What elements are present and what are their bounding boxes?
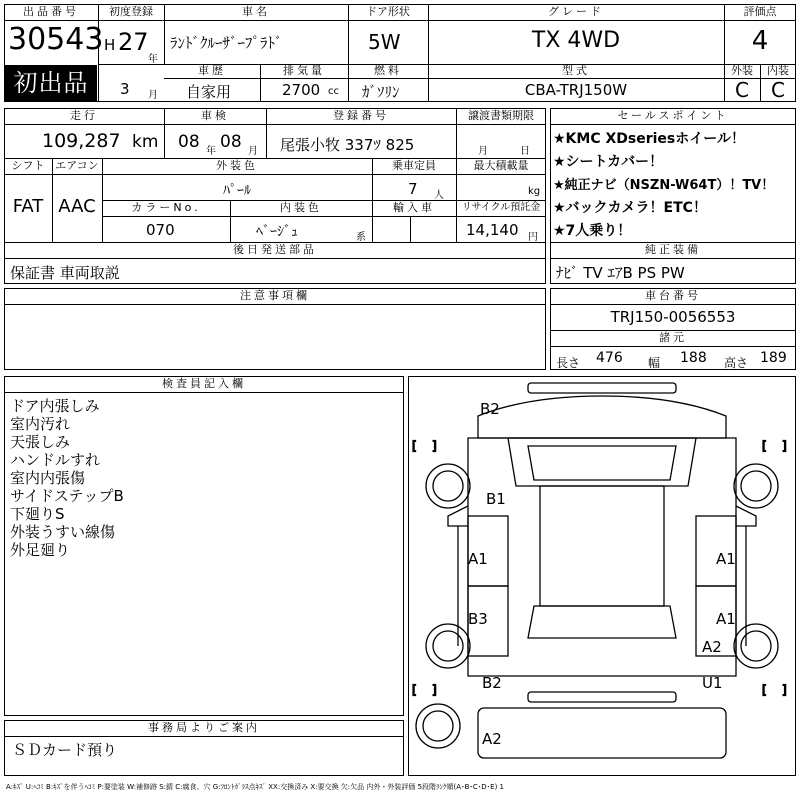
mileage: 109,287 bbox=[42, 130, 121, 152]
inspector-label: 検査員記入欄 bbox=[162, 377, 246, 390]
inspector-note: ハンドルすれ bbox=[10, 451, 101, 469]
damage-mark: A2 bbox=[482, 730, 502, 748]
inspection-month: 08 bbox=[220, 132, 242, 152]
notes-label: 注意事項欄 bbox=[240, 289, 310, 302]
inspector-note: 外装うすい線傷 bbox=[10, 523, 116, 541]
shift-label: シフト bbox=[11, 159, 45, 172]
sales-point-item: ★シートカバー！ bbox=[553, 154, 664, 170]
capacity: 7 bbox=[408, 180, 418, 198]
damage-mark: B3 bbox=[468, 610, 488, 628]
interior-grade-label: 内装 bbox=[767, 64, 789, 77]
inspection-year-unit: 年 bbox=[206, 146, 216, 157]
inspector-note: サイドステップB bbox=[10, 487, 124, 505]
delivery-parts: 保証書 車両取説 bbox=[10, 264, 120, 282]
lot-number: 30543 bbox=[8, 22, 104, 57]
svg-text:]: ] bbox=[782, 439, 787, 453]
score: 4 bbox=[751, 26, 769, 56]
recycle-deposit: 14,140 bbox=[466, 221, 519, 239]
color-number: 070 bbox=[146, 221, 175, 239]
inspector-note: 天張しみ bbox=[10, 433, 71, 451]
sales-point-item: ★KMC XDseriesホイール！ bbox=[553, 131, 745, 147]
shift: FAT bbox=[12, 196, 44, 217]
ac-label: エアコン bbox=[55, 159, 99, 172]
exterior-grade-label: 外装 bbox=[731, 64, 753, 77]
ac: AAC bbox=[58, 196, 96, 217]
inspector-note: ドア内張しみ bbox=[10, 397, 100, 415]
registration-month: 3 bbox=[120, 80, 130, 98]
svg-text:[: [ bbox=[762, 439, 767, 453]
displacement-unit: cc bbox=[328, 86, 339, 97]
import-label: 輸入車 bbox=[393, 201, 435, 214]
registration-year: 27 bbox=[118, 28, 149, 56]
month-unit: 月 bbox=[148, 90, 158, 101]
recycle-unit: 円 bbox=[528, 232, 538, 243]
grade: TX 4WD bbox=[531, 28, 621, 53]
exterior-color-label: 外装色 bbox=[216, 159, 258, 172]
color-number-label: カラーNo. bbox=[131, 201, 201, 214]
fuel: ｶﾞｿﾘﾝ bbox=[362, 83, 400, 101]
office-label: 事務局よりご案内 bbox=[148, 721, 260, 734]
capacity-unit: 人 bbox=[434, 190, 444, 201]
svg-text:]: ] bbox=[432, 439, 437, 453]
svg-text:[: [ bbox=[412, 439, 417, 453]
damage-mark: B2 bbox=[480, 400, 500, 418]
door-type: 5W bbox=[368, 30, 401, 54]
lot-number-label: 出品番号 bbox=[23, 5, 79, 18]
inspector-note: 室内内張傷 bbox=[10, 469, 86, 487]
damage-mark: A1 bbox=[468, 550, 488, 568]
svg-text:[: [ bbox=[412, 683, 417, 697]
year-unit: 年 bbox=[148, 54, 158, 65]
displacement: 2700 bbox=[282, 81, 321, 99]
grade-label: グレード bbox=[548, 5, 604, 18]
sales-point-item: ★7人乗り！ bbox=[553, 223, 632, 239]
plate-label: 登録番号 bbox=[333, 109, 389, 122]
sales-points-label: セールスポイント bbox=[617, 109, 729, 122]
height-label: 高さ bbox=[724, 356, 749, 370]
model-name-label: 車名 bbox=[242, 5, 270, 18]
interior-color: ﾍﾞｰｼﾞｭ bbox=[256, 224, 298, 240]
history-label: 車歴 bbox=[198, 64, 226, 77]
capacity-label: 乗車定員 bbox=[392, 159, 436, 172]
height: 189 bbox=[760, 350, 787, 366]
width: 188 bbox=[680, 350, 707, 366]
first-registration-label: 初度登録 bbox=[109, 5, 153, 18]
max-load-label: 最大積載量 bbox=[473, 159, 529, 172]
length-label: 長さ bbox=[556, 356, 581, 370]
inspector-note: 下廻りS bbox=[10, 505, 65, 523]
damage-mark: U1 bbox=[702, 674, 723, 692]
width-label: 幅 bbox=[648, 356, 661, 370]
svg-text:]: ] bbox=[782, 683, 787, 697]
damage-mark: A1 bbox=[716, 610, 736, 628]
max-load-unit: kg bbox=[528, 186, 541, 197]
legend: A:ｷｽﾞ U:ﾍｺﾐ B:ｷｽﾞを伴うﾍｺﾐ P:要塗装 W:補修跡 S:錆 C:腐食、穴 G:ﾌﾛﾝﾄｶﾞﾗｽ点ｷｽﾞ XX:交換済み X:要交換 欠:欠品 内外・外装評価 5段階ﾗﾝｸ順(A･B･C･D･E) 1 bbox=[6, 783, 504, 791]
car-diagram bbox=[408, 376, 796, 776]
model-type: CBA-TRJ150W bbox=[524, 81, 628, 99]
transfer-deadline-label: 譲渡書類期限 bbox=[468, 109, 534, 122]
svg-text:]: ] bbox=[432, 683, 437, 697]
interior-color-unit: 系 bbox=[356, 232, 366, 243]
displacement-label: 排気量 bbox=[283, 64, 325, 77]
damage-mark: B2 bbox=[482, 674, 502, 692]
interior-color-label: 内装色 bbox=[280, 201, 322, 214]
spec-label: 諸元 bbox=[659, 331, 687, 344]
delivery-parts-label: 後日発送部品 bbox=[233, 243, 317, 256]
inspector-note: 室内汚れ bbox=[10, 415, 71, 433]
exterior-color: ﾊﾟｰﾙ bbox=[223, 183, 251, 199]
damage-mark: A2 bbox=[702, 638, 722, 656]
transfer-day-unit: 日 bbox=[520, 146, 530, 157]
interior-grade: C bbox=[771, 78, 785, 102]
score-label: 評価点 bbox=[743, 5, 777, 18]
mileage-unit: km bbox=[132, 132, 159, 152]
damage-mark: B1 bbox=[486, 490, 506, 508]
office-note: ＳＤカード預り bbox=[12, 741, 118, 759]
transfer-month-unit: 月 bbox=[478, 146, 488, 157]
sales-point-item: ★バックカメラ！ETC！ bbox=[553, 200, 707, 216]
plate-number: 尾張小牧 337ﾂ 825 bbox=[280, 136, 415, 154]
chassis-number-label: 車台番号 bbox=[645, 289, 701, 302]
model-type-label: 型式 bbox=[562, 64, 590, 77]
equipment: ﾅﾋﾞ TV ｴｱB PS PW bbox=[556, 264, 685, 282]
fuel-label: 燃料 bbox=[374, 64, 402, 77]
chassis-number: TRJ150-0056553 bbox=[610, 308, 736, 326]
recycle-label: リサイクル預託金 bbox=[461, 202, 541, 213]
inspection-year: 08 bbox=[178, 132, 200, 152]
inspection-month-unit: 月 bbox=[248, 146, 258, 157]
equipment-label: 純正装備 bbox=[645, 243, 701, 256]
model-name: ﾗﾝﾄﾞｸﾙｰｻﾞｰﾌﾟﾗﾄﾞ bbox=[170, 34, 283, 52]
svg-text:[: [ bbox=[762, 683, 767, 697]
door-type-label: ドア形状 bbox=[366, 5, 410, 18]
inspection-label: 車検 bbox=[201, 109, 229, 122]
sales-point-item: ★純正ナビ（NSZN-W64T）！TV！ bbox=[553, 178, 775, 193]
exterior-grade: C bbox=[735, 78, 749, 102]
inspector-note: 外足廻り bbox=[10, 541, 71, 559]
first-listing-badge: 初出品 bbox=[5, 65, 97, 101]
damage-mark: A1 bbox=[716, 550, 736, 568]
mileage-label: 走行 bbox=[70, 109, 98, 122]
registration-era: H bbox=[104, 36, 116, 54]
history: 自家用 bbox=[186, 83, 232, 101]
length: 476 bbox=[596, 350, 623, 366]
